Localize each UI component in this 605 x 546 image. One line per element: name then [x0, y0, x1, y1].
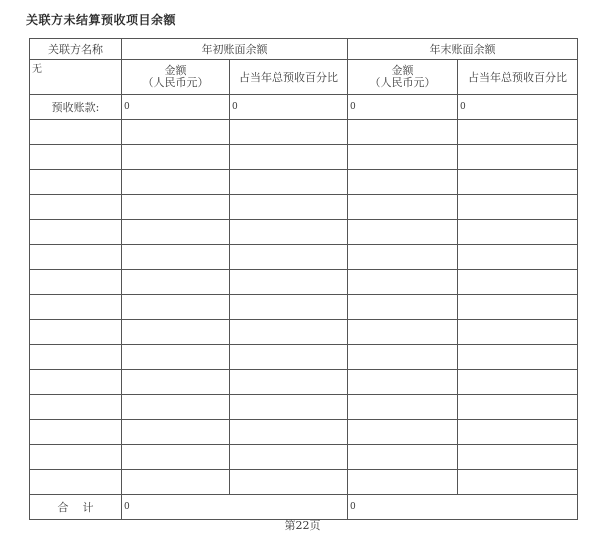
- closing-percent-cell: 0: [458, 95, 578, 120]
- header-amount-label: 金额: [164, 64, 187, 77]
- header-row-1: [30, 39, 578, 60]
- total-closing-amount: 0: [348, 495, 578, 520]
- header-row-2: [30, 60, 578, 95]
- empty-row: [30, 470, 578, 495]
- page-number: 第22页: [284, 519, 321, 532]
- empty-row: [30, 170, 578, 195]
- empty-row: [30, 120, 578, 145]
- empty-row: [30, 395, 578, 420]
- total-opening-amount: 0: [122, 495, 348, 520]
- empty-row: [30, 370, 578, 395]
- empty-row: [30, 195, 578, 220]
- empty-row: [30, 270, 578, 295]
- header-closing-percent: 占当年总预收百分比: [458, 60, 578, 95]
- header-amount-unit: （人民币元）: [142, 76, 209, 89]
- opening-percent-cell: 0: [230, 95, 348, 120]
- empty-row: [30, 145, 578, 170]
- empty-row: [30, 420, 578, 445]
- empty-row: [30, 445, 578, 470]
- header-closing-amount: [348, 60, 458, 95]
- header-opening-percent: 占当年总预收百分比: [230, 60, 348, 95]
- table-row: [30, 95, 578, 120]
- header-closing-balance: 年末账面余额: [348, 39, 578, 60]
- row-label: 预收账款:: [30, 95, 122, 120]
- document-title: 关联方未结算预收项目余额: [26, 13, 177, 27]
- balance-table: [29, 38, 578, 520]
- empty-row: [30, 245, 578, 270]
- opening-amount-cell: 0: [122, 95, 230, 120]
- total-label: 合 计: [30, 495, 122, 520]
- empty-row: [30, 320, 578, 345]
- header-opening-balance: 年初账面余额: [122, 39, 348, 60]
- empty-row: [30, 345, 578, 370]
- closing-amount-cell: 0: [348, 95, 458, 120]
- party-placeholder: 无: [30, 60, 122, 95]
- header-opening-amount: [122, 60, 230, 95]
- total-row: [30, 495, 578, 520]
- header-party-name: 关联方名称: [30, 39, 122, 60]
- header-amount-unit: （人民币元）: [369, 76, 436, 89]
- header-amount-label: 金额: [391, 64, 414, 77]
- empty-row: [30, 295, 578, 320]
- empty-row: [30, 220, 578, 245]
